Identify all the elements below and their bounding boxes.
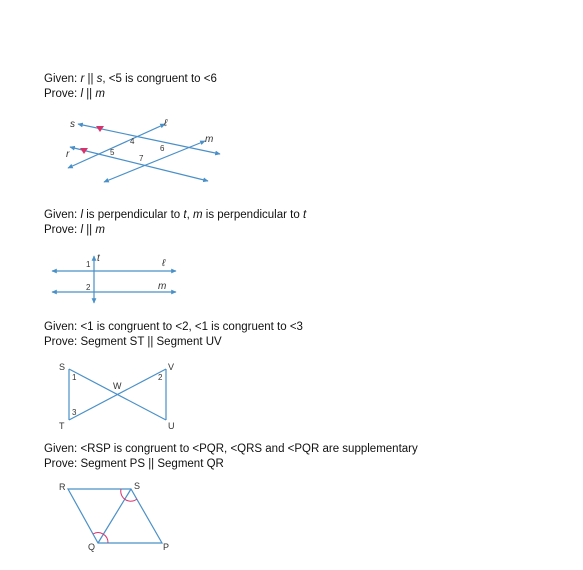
prove-var: l xyxy=(80,88,83,100)
prove-prefix: Prove: xyxy=(44,88,81,100)
prove-var: l xyxy=(80,224,83,236)
vertex-U: U xyxy=(168,421,175,431)
prove-text: || xyxy=(83,88,96,100)
vertex-V: V xyxy=(168,362,175,372)
given-var: m xyxy=(192,209,203,221)
angle-2-label: 2 xyxy=(86,283,91,292)
vertex-Q: Q xyxy=(88,542,96,552)
prove-var: m xyxy=(95,88,105,100)
prove-prefix: Prove: xyxy=(44,458,81,470)
prove-text: Segment PS || Segment QR xyxy=(80,458,224,470)
angle-7-label: 7 xyxy=(139,154,144,163)
given-prefix: Given: xyxy=(44,443,81,455)
given-prefix: Given: xyxy=(44,321,81,333)
given-var: t xyxy=(302,209,307,221)
label-l: ℓ xyxy=(162,258,166,269)
given-prefix: Given: xyxy=(44,73,81,85)
angle-6-label: 6 xyxy=(160,144,165,153)
given-var: t xyxy=(183,209,187,221)
prove-var: m xyxy=(95,224,105,236)
vertex-P: P xyxy=(163,542,170,552)
label-t: t xyxy=(97,253,100,264)
vertex-W: W xyxy=(113,381,122,391)
angle-2-label: 2 xyxy=(158,373,163,382)
prove-prefix: Prove: xyxy=(44,336,81,348)
given-var: s xyxy=(96,73,103,85)
given-text: <1 is congruent to <2, <1 is congruent to <3 xyxy=(80,321,303,333)
label-m: m xyxy=(205,134,214,145)
label-m: m xyxy=(158,281,167,292)
given-text: , xyxy=(186,209,193,221)
angle-4-label: 4 xyxy=(130,137,135,146)
angle-3-label: 3 xyxy=(72,408,77,417)
prove-text: Segment ST || Segment UV xyxy=(80,336,222,348)
given-prefix: Given: xyxy=(44,209,81,221)
given-var: l xyxy=(80,209,83,221)
given-text: <RSP is congruent to <PQR, <QRS and <PQR are supplementary xyxy=(80,443,418,455)
angle-1-label: 1 xyxy=(86,260,91,269)
given-text: , <5 is congruent to <6 xyxy=(102,73,217,85)
angle-5-label: 5 xyxy=(110,148,115,157)
given-text: is perpendicular to xyxy=(202,209,303,221)
label-l: ℓ xyxy=(164,118,168,129)
label-r: r xyxy=(66,149,70,160)
given-text: is perpendicular to xyxy=(83,209,184,221)
vertex-S: S xyxy=(134,481,141,491)
prove-text: || xyxy=(83,224,96,236)
prove-prefix: Prove: xyxy=(44,224,81,236)
given-var: r xyxy=(80,73,85,85)
angle-1-label: 1 xyxy=(72,373,77,382)
given-text: || xyxy=(84,73,97,85)
vertex-S: S xyxy=(59,362,66,372)
label-s: s xyxy=(70,119,75,130)
vertex-T: T xyxy=(59,421,65,431)
diagonal-qs xyxy=(98,489,131,543)
vertex-R: R xyxy=(59,482,66,492)
